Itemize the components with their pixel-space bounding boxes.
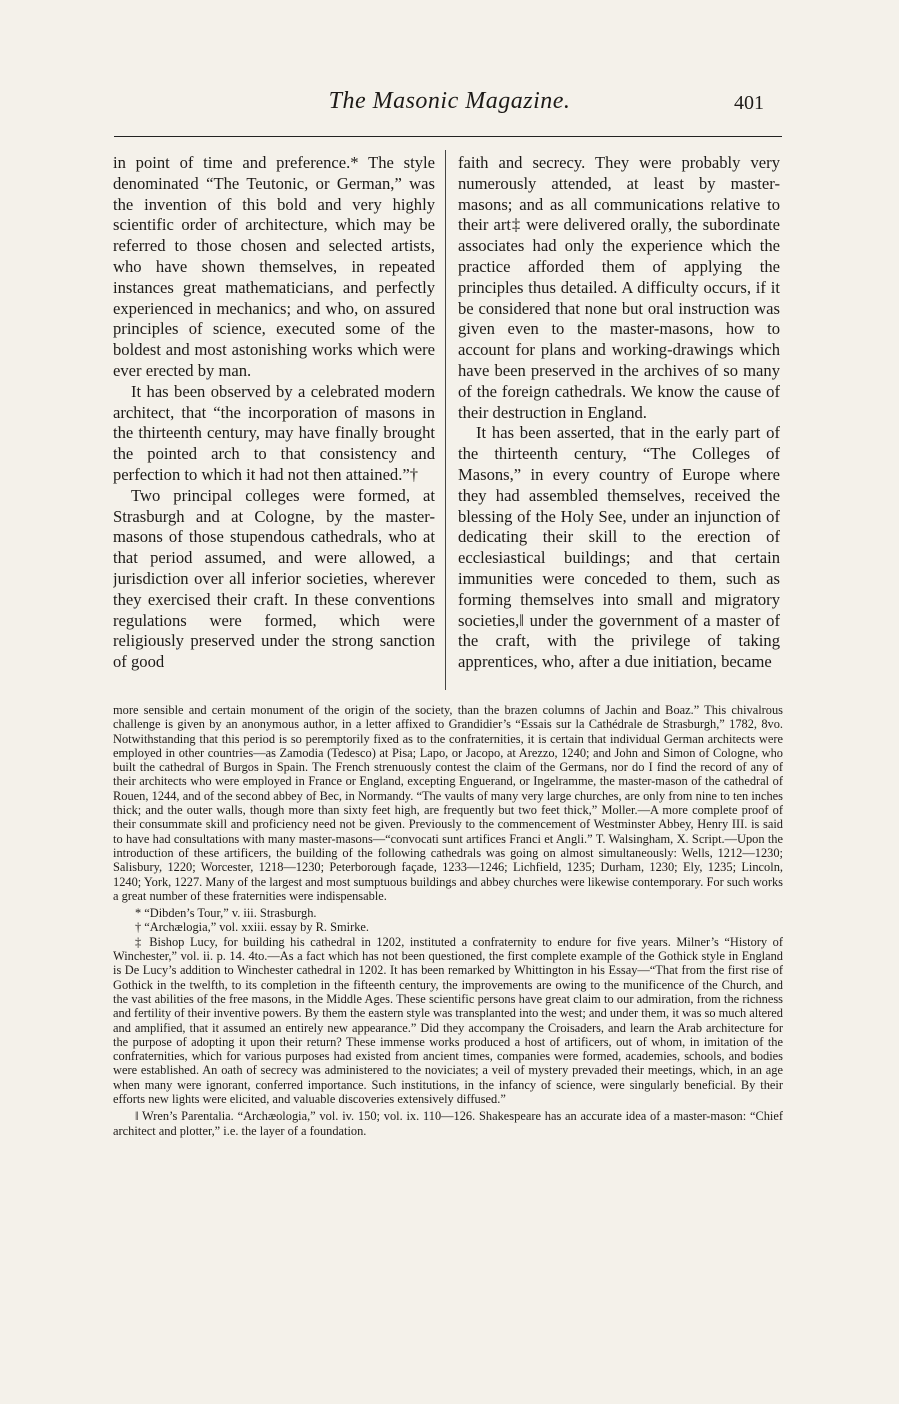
page-number: 401 bbox=[734, 92, 764, 114]
column-divider bbox=[445, 150, 446, 690]
paragraph: It has been asserted, that in the early part of the thirteenth century, “The Colleges of Masons,” in every country of Europe where they had assembled themselves, received the blessing of the Holy See, under an injunction of dedicating their skill to the erection of ecclesiastical buildings; and that certain immunities were conceded to them, such as forming themselves into small and migratory societies,‖ under the government of a master of the craft, with the privilege of taking apprentices, who, after a due initiation, became bbox=[458, 423, 780, 672]
footnote-dagger: † “Archælogia,” vol. xxiii. essay by R. Smirke. bbox=[135, 920, 370, 935]
footnote-continued: more sensible and certain monument of the origin of the society, than the brazen columns of Jachin and Boaz.” This chivalrous challenge is given by an anonymous author, in a letter affixed to Grandidier’s “Essais sur la Cathédrale de Strasburgh,” 1782, 8vo. Notwithstanding that this period is so peremptorily fixed as to the confraternities, it is certain that individual German architects were employed in other countries—as Zamodia (Tedesco) at Pisa; Lapo, or Jacopo, at Arezzo, 1240; and John and Simon of Cologne, who built the cathedral of Burgos in Spain. The French strenuously contest the claim of the Germans, nor do I find the record of any of their architects who were employed in France or England, excepting Enguerand, or Ingelramme, the master-mason of the cathedral of Rouen, 1244, and of the second abbey of Bec, in Normandy. “The vaults of many very large churches, are only from nine to ten inches thick; and the outer walls, though more than sixty feet high, are frequently but two feet thick,” Moller.—A more complete proof of their consummate skill and proficiency need not be given. Previously to the commencement of Westminster Abbey, Henry III. is said to have had consultations with many master-masons—“convocati sunt artifices Franci et Angli.” T. Walsingham, X. Script.—Upon the introduction of these artificers, the building of the following cathedrals was going on almost simultaneously: Wells, 1212—1230; Salisbury, 1220; Worcester, 1218—1230; Peterborough façade, 1233—1246; Lichfield, 1235; Durham, 1230; Ely, 1235; Lincoln, 1240; York, 1227. Many of the largest and most sumptuous buildings and abbey churches were likewise contemporary. For such works a great number of these fraternities were indispensable. bbox=[113, 703, 783, 903]
paragraph: It has been observed by a celebrated modern architect, that “the incorporation of masons in the thirteenth century, may have finally brought the pointed arch to that consistency and perfection to which it had not then attained.”† bbox=[113, 381, 435, 484]
paragraph: faith and secrecy. They were probably very numerously attended, at least by master-masons; and as all communications relative to their art‡ were delivered orally, the subordinate associates had only the experience which the practice afforded them of applying the principles thus detailed. A difficulty occurs, if it be considered that none but oral instruction was given even to the master-masons, how to account for plans and working-drawings which have been preserved in the archives of so many of the foreign cathedrals. We know the cause of their destruction in England. bbox=[458, 153, 780, 422]
running-head-title: The Masonic Magazine. bbox=[328, 88, 571, 114]
header-rule bbox=[114, 136, 782, 137]
footnotes bbox=[113, 703, 783, 1328]
left-column bbox=[113, 153, 435, 698]
right-column bbox=[458, 153, 780, 698]
paragraph: in point of time and preference.* The style denominated “The Teutonic, or German,” was the invention of this bold and very highly scientific order of architecture, which may be referred to those chosen and selected artists, who have shown themselves, in repeated instances great mathematicians, and perfectly experienced in mechanics; and who, on assured principles of science, executed some of the boldest and most astonishing works which were ever erected by man. bbox=[113, 153, 435, 380]
paragraph: Two principal colleges were formed, at Strasburgh and at Cologne, by the master-masons of those stupendous cathedrals, who at that period assumed, and were allowed, a jurisdiction over all inferior societies, wherever they exercised their craft. In these conventions regulations were formed, which were religiously preserved under the strong sanction of good bbox=[113, 485, 435, 672]
footnote-parallel: ‖ Wren’s Parentalia. “Archæologia,” vol. iv. 150; vol. ix. 110—126. Shakespeare has an accurate idea of a master-mason: “Chief architect and plotter,” i.e. the layer of a foundation. bbox=[113, 1109, 783, 1138]
footnote-star: * “Dibden’s Tour,” v. iii. Strasburgh. bbox=[135, 906, 317, 921]
footnote-double-dagger: ‡ Bishop Lucy, for building his cathedral in 1202, instituted a confraternity to endure for five years. Milner’s “History of Winchester,” vol. ii. p. 14. 4to.—As a fact which has not been questioned, the first complete example of the Gothick style in England is De Lucy’s addition to Winchester cathedral in 1202. It has been remarked by Whittington in his Essay—“That from the first rise of Gothick in the twelfth, to its completion in the fifteenth century, the improvements are owing to the munificence of the Church, and the vast abilities of the free masons, in the Middle Ages. These scientific persons have great claim to our admiration, from the richness and fertility of their inventive powers. By them the eastern style was transplanted into the west; and under them, it was so much altered and amplified, that it assumed an entirely new appearance.” Did they accompany the Croisaders, and learn the Arab architecture for the purpose of adopting it upon their return? These immense works produced a host of artificers, out of whom, in imitation of the confraternities, which for various purposes had existed from ancient times, companies were formed, academies, schools, and bodies were established. An oath of secrecy was administered to the noviciates; a veil of mystery prevaded their meetings, which, in an age when many were ignorant, conferred importance. Such institutions, in the infancy of science, were singularly beneficial. By their efforts new lights were elicited, and valuable discoveries extensively diffused.” bbox=[113, 934, 783, 1107]
